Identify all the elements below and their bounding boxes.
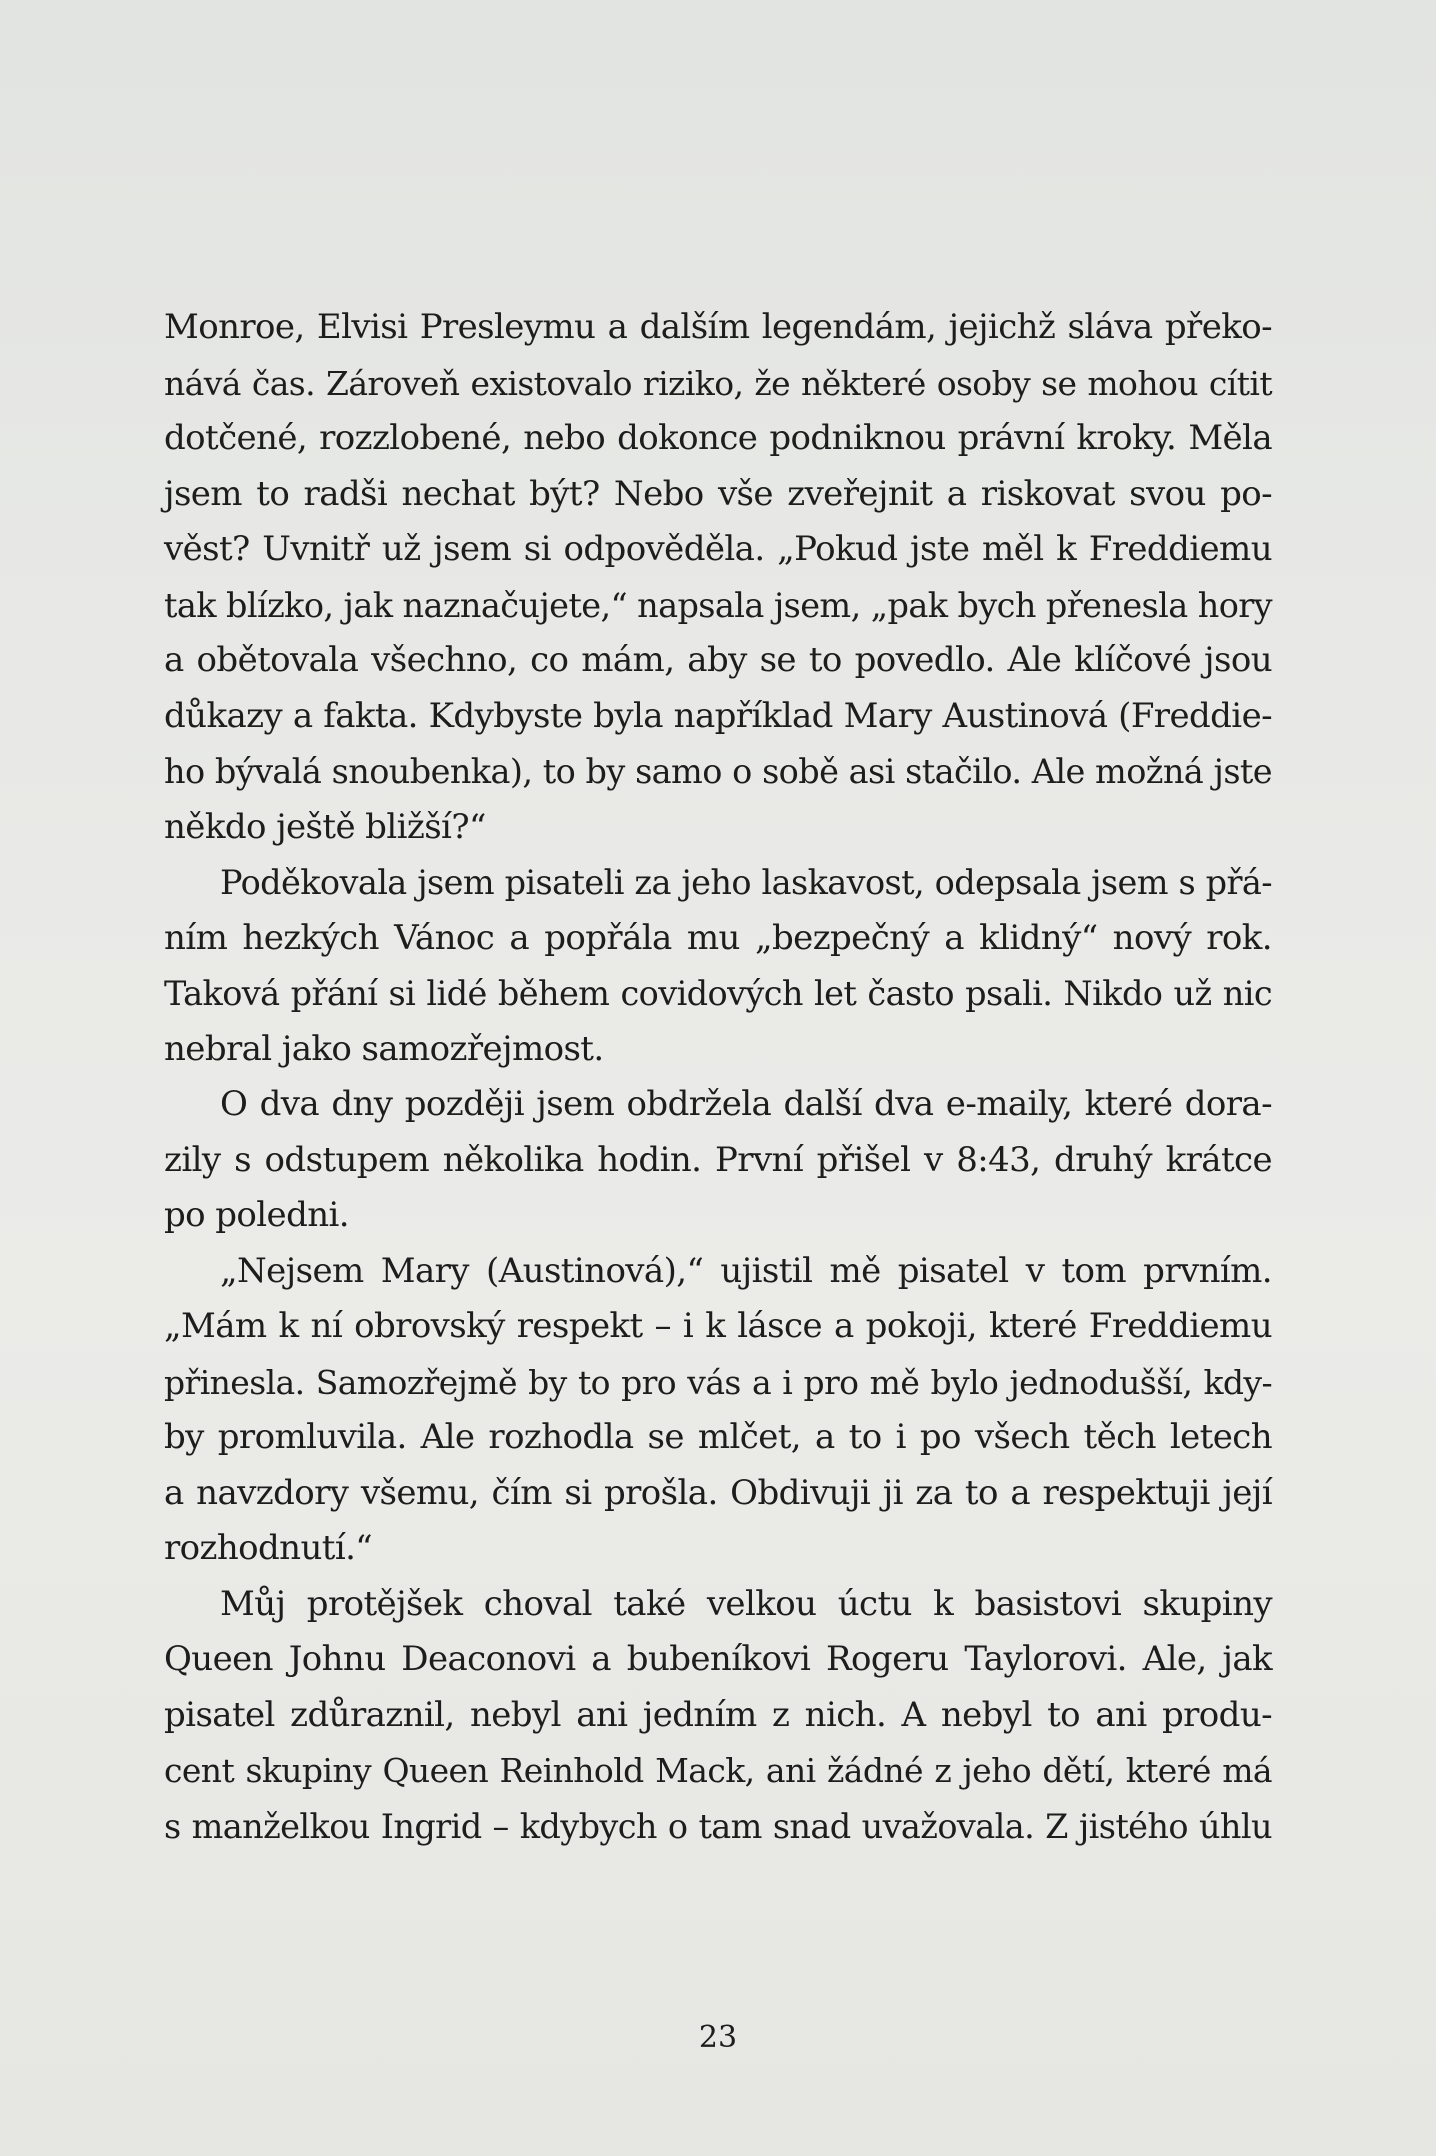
text-line: by promluvila. Ale rozhodla se mlčet, a to i po všech těch letech bbox=[164, 1417, 1272, 1457]
text-line: věst? Uvnitř už jsem si odpověděla. „Pokud jste měl k Freddiemu bbox=[164, 529, 1272, 569]
text-line: jsem to radši nechat být? Nebo vše zveřejnit a riskovat svou po- bbox=[164, 473, 1272, 514]
text-line: O dva dny později jsem obdržela další dva e-maily, které dora- bbox=[220, 1084, 1272, 1124]
text-line: po poledni. bbox=[164, 1195, 350, 1235]
text-line: s manželkou Ingrid – kdybych o tam snad uvažovala. Z jistého úhlu bbox=[164, 1806, 1272, 1846]
text-line: zily s odstupem několika hodin. První přišel v 8:43, druhý krátce bbox=[164, 1139, 1272, 1180]
text-line: Můj protějšek choval také velkou úctu k basistovi skupiny bbox=[220, 1583, 1272, 1624]
text-line: Taková přání si lidé během covidových let často psali. Nikdo už nic bbox=[164, 974, 1272, 1013]
text-line: „Nejsem Mary (Austinová),“ ujistil mě pisatel v tom prvním. bbox=[220, 1250, 1272, 1291]
text-line: „Mám k ní obrovský respekt – i k lásce a pokoji, které Freddiemu bbox=[164, 1306, 1272, 1346]
text-line: a navzdory všemu, čím si prošla. Obdivuji ji za to a respektuji její bbox=[164, 1472, 1272, 1513]
text-line: nebral jako samozřejmost. bbox=[164, 1028, 604, 1069]
text-line: důkazy a fakta. Kdybyste byla například Mary Austinová (Freddie- bbox=[164, 695, 1272, 736]
text-line: Poděkovala jsem pisateli za jeho laskavost, odepsala jsem s přá- bbox=[220, 863, 1272, 902]
text-line: ním hezkých Vánoc a popřála mu „bezpečný a klidný“ nový rok. bbox=[164, 917, 1272, 958]
text-line: tak blízko, jak naznačujete,“ napsala jsem, „pak bych přenesla hory bbox=[164, 585, 1272, 625]
text-line: a obětovala všechno, co mám, aby se to povedlo. Ale klíčové jsou bbox=[164, 640, 1272, 680]
text-line: dotčené, rozzlobené, nebo dokonce podniknou právní kroky. Měla bbox=[164, 418, 1272, 458]
text-line: nává čas. Zároveň existovalo riziko, že některé osoby se mohou cítit bbox=[164, 363, 1272, 403]
text-line: Monroe, Elvisi Presleymu a dalším legendám, jejichž sláva překo- bbox=[164, 307, 1272, 347]
text-line: cent skupiny Queen Reinhold Mack, ani žádné z jeho dětí, které má bbox=[164, 1751, 1272, 1790]
text-line: rozhodnutí.“ bbox=[164, 1528, 373, 1568]
text-line: Queen Johnu Deaconovi a bubeníkovi Rogeru Taylorovi. Ale, jak bbox=[164, 1639, 1272, 1679]
text-line: ho bývalá snoubenka), to by samo o sobě asi stačilo. Ale možná jste bbox=[164, 752, 1272, 791]
body-text bbox=[164, 300, 1272, 1854]
text-line: přinesla. Samozřejmě by to pro vás a i pro mě bylo jednodušší, kdy- bbox=[164, 1362, 1272, 1402]
text-line: pisatel zdůraznil, nebyl ani jedním z nich. A nebyl to ani produ- bbox=[164, 1694, 1272, 1735]
text-line: někdo ještě bližší?“ bbox=[164, 806, 486, 847]
page-number: 23 bbox=[698, 2020, 738, 2055]
